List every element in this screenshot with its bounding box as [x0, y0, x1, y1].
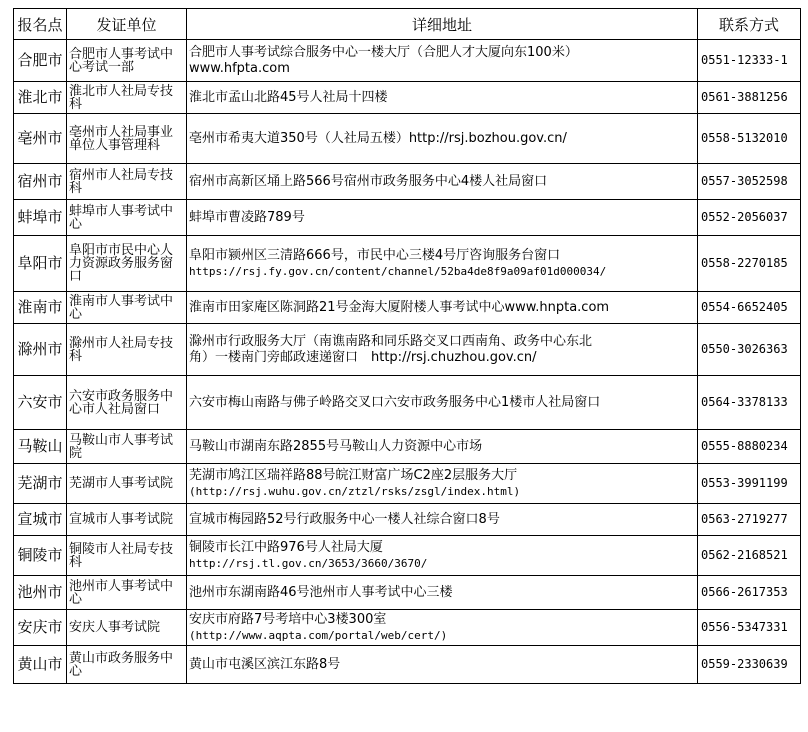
issuing-unit-cell: 芜湖市人事考试院: [67, 464, 187, 504]
site-cell: 黄山市: [14, 646, 67, 684]
issuing-unit-cell: 池州市人事考试中心: [67, 576, 187, 610]
site-cell: 六安市: [14, 376, 67, 430]
address-cell: [187, 82, 698, 114]
site-cell: 淮南市: [14, 292, 67, 324]
site-cell: 亳州市: [14, 114, 67, 164]
issuing-unit-cell: 亳州市人社局事业单位人事管理科: [67, 114, 187, 164]
address-line-2[interactable]: 角）一楼南门旁邮政速递窗口 http://rsj.chuzhou.gov.cn/: [189, 349, 537, 365]
address-line: 亳州市希夷大道350号（人社局五楼）http://rsj.bozhou.gov.cn/: [189, 130, 567, 146]
header-address: 详细地址: [187, 9, 698, 40]
issuing-unit-cell: 淮北市人社局专技科: [67, 82, 187, 114]
phone-cell: 0564-3378133: [698, 376, 801, 430]
site-cell: 马鞍山: [14, 430, 67, 464]
table-row: [14, 536, 801, 576]
issuing-unit-cell: 宿州市人社局专技科: [67, 164, 187, 200]
phone-cell: 0554-6652405: [698, 292, 801, 324]
issuing-unit-cell: 宣城市人事考试院: [67, 504, 187, 536]
header-contact: 联系方式: [698, 9, 801, 40]
address-line: 芜湖市鸠江区瑞祥路88号皖江财富广场C2座2层服务大厅: [189, 467, 518, 483]
phone-cell: 0566-2617353: [698, 576, 801, 610]
address-cell: [187, 430, 698, 464]
address-line: 宣城市梅园路52号行政服务中心一楼人社综合窗口8号: [189, 511, 500, 527]
table-row: [14, 114, 801, 164]
address-line-2: www.hfpta.com: [189, 60, 290, 76]
phone-cell: 0552-2056037: [698, 200, 801, 236]
table-row: [14, 82, 801, 114]
phone-cell: 0550-3026363: [698, 324, 801, 376]
issuing-unit-cell: 安庆人事考试院: [67, 610, 187, 646]
site-cell: 铜陵市: [14, 536, 67, 576]
address-cell: [187, 324, 698, 376]
address-line: 合肥市人事考试综合服务中心一楼大厅（合肥人才大厦向东100米）: [189, 44, 578, 60]
site-cell: 芜湖市: [14, 464, 67, 504]
table-row: [14, 200, 801, 236]
table-row: [14, 292, 801, 324]
table-row: [14, 504, 801, 536]
phone-cell: 0558-5132010: [698, 114, 801, 164]
table-row: [14, 164, 801, 200]
table-row: [14, 464, 801, 504]
address-cell: [187, 536, 698, 576]
address-cell: [187, 376, 698, 430]
address-line-2[interactable]: https://rsj.fy.gov.cn/content/channel/52ba4de8f9a09af01d000034/: [189, 264, 607, 278]
table-row: [14, 40, 801, 82]
table-row: [14, 430, 801, 464]
issuing-unit-cell: 阜阳市市民中心人力资源政务服务窗口: [67, 236, 187, 292]
table-row: [14, 324, 801, 376]
address-line: 池州市东湖南路46号池州市人事考试中心三楼: [189, 584, 453, 600]
address-line: 黄山市屯溪区滨江东路8号: [189, 656, 341, 672]
address-cell: [187, 164, 698, 200]
address-line: 蚌埠市曹凌路789号: [189, 209, 305, 225]
phone-cell: 0553-3991199: [698, 464, 801, 504]
issuing-unit-cell: 六安市政务服务中心市人社局窗口: [67, 376, 187, 430]
site-cell: 池州市: [14, 576, 67, 610]
site-cell: 合肥市: [14, 40, 67, 82]
address-cell: [187, 464, 698, 504]
address-cell: [187, 40, 698, 82]
page: [13, 8, 800, 684]
phone-cell: 0556-5347331: [698, 610, 801, 646]
table-row: [14, 610, 801, 646]
address-line: 宿州市高新区埇上路566号宿州市政务服务中心4楼人社局窗口: [189, 173, 548, 189]
table-row: [14, 376, 801, 430]
phone-cell: 0561-3881256: [698, 82, 801, 114]
phone-cell: 0559-2330639: [698, 646, 801, 684]
issuing-unit-cell: 马鞍山市人事考试院: [67, 430, 187, 464]
table-row: [14, 576, 801, 610]
address-cell: [187, 576, 698, 610]
address-cell: [187, 200, 698, 236]
header-site: 报名点: [14, 9, 67, 40]
issuing-unit-cell: 蚌埠市人事考试中心: [67, 200, 187, 236]
site-cell: 阜阳市: [14, 236, 67, 292]
site-cell: 淮北市: [14, 82, 67, 114]
address-line: 淮北市孟山北路45号人社局十四楼: [189, 89, 388, 105]
issuing-unit-cell: 合肥市人事考试中心考试一部: [67, 40, 187, 82]
phone-cell: 0557-3052598: [698, 164, 801, 200]
address-cell: [187, 292, 698, 324]
address-cell: [187, 610, 698, 646]
phone-cell: 0555-8880234: [698, 430, 801, 464]
issuing-unit-cell: 黄山市政务服务中心: [67, 646, 187, 684]
address-cell: [187, 236, 698, 292]
issuing-unit-cell: 淮南市人事考试中心: [67, 292, 187, 324]
address-line-2[interactable]: http://rsj.tl.gov.cn/3653/3660/3670/: [189, 556, 428, 570]
address-line: 滁州市行政服务大厅（南谯南路和同乐路交叉口西南角、政务中心东北: [189, 333, 593, 349]
phone-cell: 0558-2270185: [698, 236, 801, 292]
address-line: 六安市梅山南路与佛子岭路交叉口六安市政务服务中心1楼市人社局窗口: [189, 394, 601, 410]
issuing-unit-cell: 滁州市人社局专技科: [67, 324, 187, 376]
header-unit: 发证单位: [67, 9, 187, 40]
phone-cell: 0562-2168521: [698, 536, 801, 576]
address-line-2[interactable]: (http://www.aqpta.com/portal/web/cert/): [189, 628, 448, 642]
site-cell: 安庆市: [14, 610, 67, 646]
table-body: [14, 40, 801, 684]
address-line-2[interactable]: (http://rsj.wuhu.gov.cn/ztzl/rsks/zsgl/index.html): [189, 484, 521, 498]
site-cell: 蚌埠市: [14, 200, 67, 236]
site-cell: 滁州市: [14, 324, 67, 376]
address-line: 阜阳市颍州区三清路666号，市民中心三楼4号厅咨询服务台窗口: [189, 247, 561, 263]
address-cell: [187, 504, 698, 536]
exam-sites-table: [13, 8, 801, 684]
phone-cell: 0551-12333-1: [698, 40, 801, 82]
table-row: [14, 236, 801, 292]
issuing-unit-cell: 铜陵市人社局专技科: [67, 536, 187, 576]
address-line: 铜陵市长江中路976号人社局大厦: [189, 539, 383, 555]
address-cell: [187, 114, 698, 164]
address-cell: [187, 646, 698, 684]
table-row: [14, 646, 801, 684]
site-cell: 宣城市: [14, 504, 67, 536]
site-cell: 宿州市: [14, 164, 67, 200]
address-line: 淮南市田家庵区陈洞路21号金海大厦附楼人事考试中心www.hnpta.com: [189, 299, 610, 315]
phone-cell: 0563-2719277: [698, 504, 801, 536]
header-row: [14, 9, 801, 40]
address-line: 安庆市府路7号考培中心3楼300室: [189, 611, 387, 627]
address-line: 马鞍山市湖南东路2855号马鞍山人力资源中心市场: [189, 438, 483, 454]
